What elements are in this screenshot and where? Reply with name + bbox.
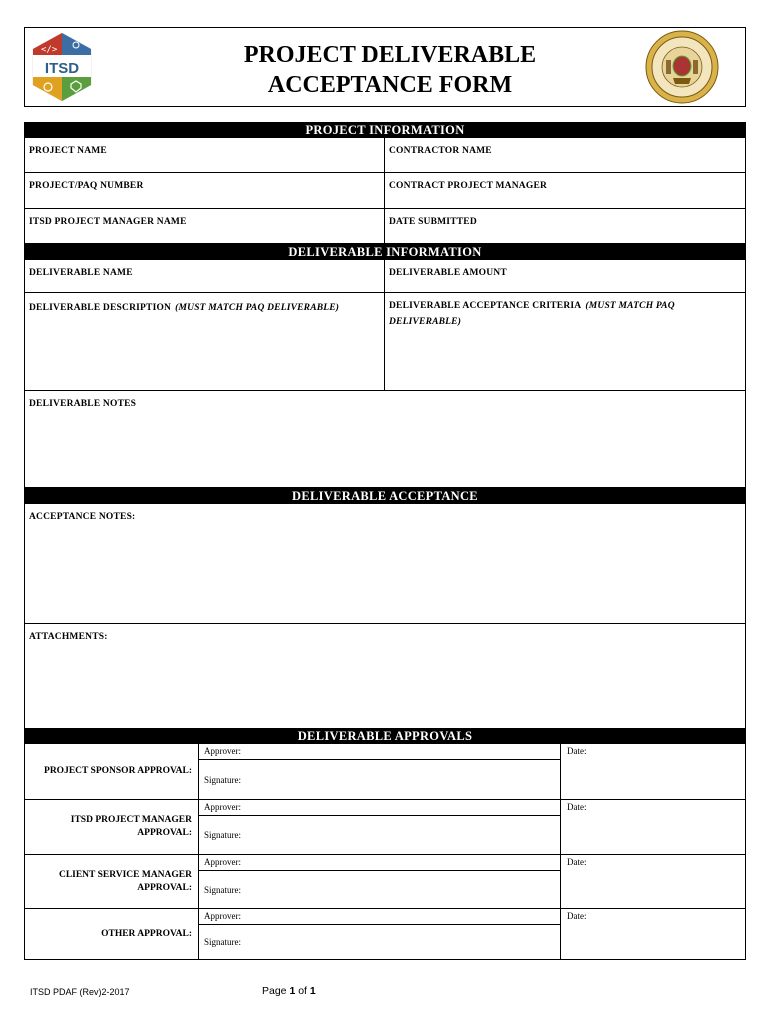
- project-information-section: [24, 138, 746, 244]
- approval-role-label: PROJECT SPONSOR APPROVAL:: [25, 744, 199, 799]
- deliverable-amount-label: DELIVERABLE AMOUNT: [389, 268, 507, 278]
- approver-field[interactable]: Approver:: [199, 909, 560, 925]
- section-heading-deliverable-acceptance: DELIVERABLE ACCEPTANCE: [24, 488, 746, 504]
- acceptance-notes-label: ACCEPTANCE NOTES:: [29, 512, 136, 522]
- title-line-1: PROJECT DELIVERABLE: [243, 42, 537, 68]
- acceptance-notes-field[interactable]: [25, 504, 745, 623]
- form-title: [205, 40, 575, 100]
- contractor-name-label: CONTRACTOR NAME: [389, 146, 492, 156]
- attachments-field[interactable]: [25, 624, 745, 728]
- deliverable-description-label: DELIVERABLE DESCRIPTION: [29, 303, 172, 313]
- page-number: Page 1 of 1: [262, 985, 316, 997]
- form-header: [24, 27, 746, 107]
- deliverable-description-field[interactable]: [25, 293, 385, 390]
- svg-text:ITSD: ITSD: [44, 60, 80, 77]
- approval-row: [25, 909, 745, 960]
- deliverable-acceptance-criteria-field[interactable]: [385, 293, 745, 390]
- approver-field[interactable]: Approver:: [199, 855, 560, 871]
- date-submitted-label: DATE SUBMITTED: [389, 217, 477, 227]
- approval-row: [25, 855, 745, 909]
- deliverable-amount-field[interactable]: [385, 260, 745, 292]
- contract-project-manager-label: CONTRACT PROJECT MANAGER: [389, 181, 548, 191]
- date-field[interactable]: Date:: [567, 911, 587, 921]
- project-paq-number-field[interactable]: [25, 173, 385, 208]
- date-submitted-field[interactable]: [385, 209, 745, 243]
- deliverable-form: [24, 122, 746, 960]
- approval-role-label: OTHER APPROVAL:: [25, 909, 199, 959]
- approval-role-label: CLIENT SERVICE MANAGER APPROVAL:: [25, 855, 199, 908]
- title-line-2: ACCEPTANCE FORM: [267, 72, 513, 98]
- deliverable-information-section: [24, 260, 746, 488]
- deliverable-name-label: DELIVERABLE NAME: [29, 268, 133, 278]
- missouri-seal-icon: [645, 30, 719, 104]
- date-field[interactable]: Date:: [567, 746, 587, 756]
- itsd-project-manager-name-label: ITSD PROJECT MANAGER NAME: [29, 217, 187, 227]
- approval-row: [25, 744, 745, 800]
- deliverable-name-field[interactable]: [25, 260, 385, 292]
- approval-row: [25, 800, 745, 855]
- date-field[interactable]: Date:: [567, 857, 587, 867]
- project-name-field[interactable]: [25, 138, 385, 172]
- date-field[interactable]: Date:: [567, 802, 587, 812]
- deliverable-acceptance-section: [24, 504, 746, 728]
- approval-role-label: ITSD PROJECT MANAGER APPROVAL:: [25, 800, 199, 854]
- contractor-name-field[interactable]: [385, 138, 745, 172]
- section-heading-deliverable-approvals: DELIVERABLE APPROVALS: [24, 728, 746, 744]
- deliverable-notes-field[interactable]: [25, 391, 745, 487]
- itsd-project-manager-name-field[interactable]: [25, 209, 385, 243]
- signature-field[interactable]: Signature:: [204, 937, 241, 947]
- deliverable-description-note: (MUST MATCH PAQ DELIVERABLE): [175, 303, 340, 313]
- attachments-label: ATTACHMENTS:: [29, 632, 108, 642]
- deliverable-acceptance-criteria-note: (MUST MATCH PAQ DELIVERABLE): [389, 301, 675, 327]
- deliverable-approvals-section: [24, 744, 746, 960]
- section-heading-deliverable-information: DELIVERABLE INFORMATION: [24, 244, 746, 260]
- itsd-logo: [31, 32, 93, 102]
- deliverable-acceptance-criteria-label: DELIVERABLE ACCEPTANCE CRITERIA: [389, 301, 582, 311]
- section-heading-project-information: PROJECT INFORMATION: [24, 122, 746, 138]
- contract-project-manager-field[interactable]: [385, 173, 745, 208]
- approver-field[interactable]: Approver:: [199, 800, 560, 816]
- signature-field[interactable]: Signature:: [204, 830, 241, 840]
- form-code: ITSD PDAF (Rev)2-2017: [30, 987, 130, 997]
- signature-field[interactable]: Signature:: [204, 774, 241, 785]
- project-name-label: PROJECT NAME: [29, 146, 107, 156]
- signature-field[interactable]: Signature:: [204, 884, 241, 895]
- deliverable-notes-label: DELIVERABLE NOTES: [29, 399, 137, 409]
- svg-text:</>: </>: [41, 45, 58, 55]
- project-paq-number-label: PROJECT/PAQ NUMBER: [29, 181, 144, 191]
- approver-field[interactable]: Approver:: [199, 744, 560, 760]
